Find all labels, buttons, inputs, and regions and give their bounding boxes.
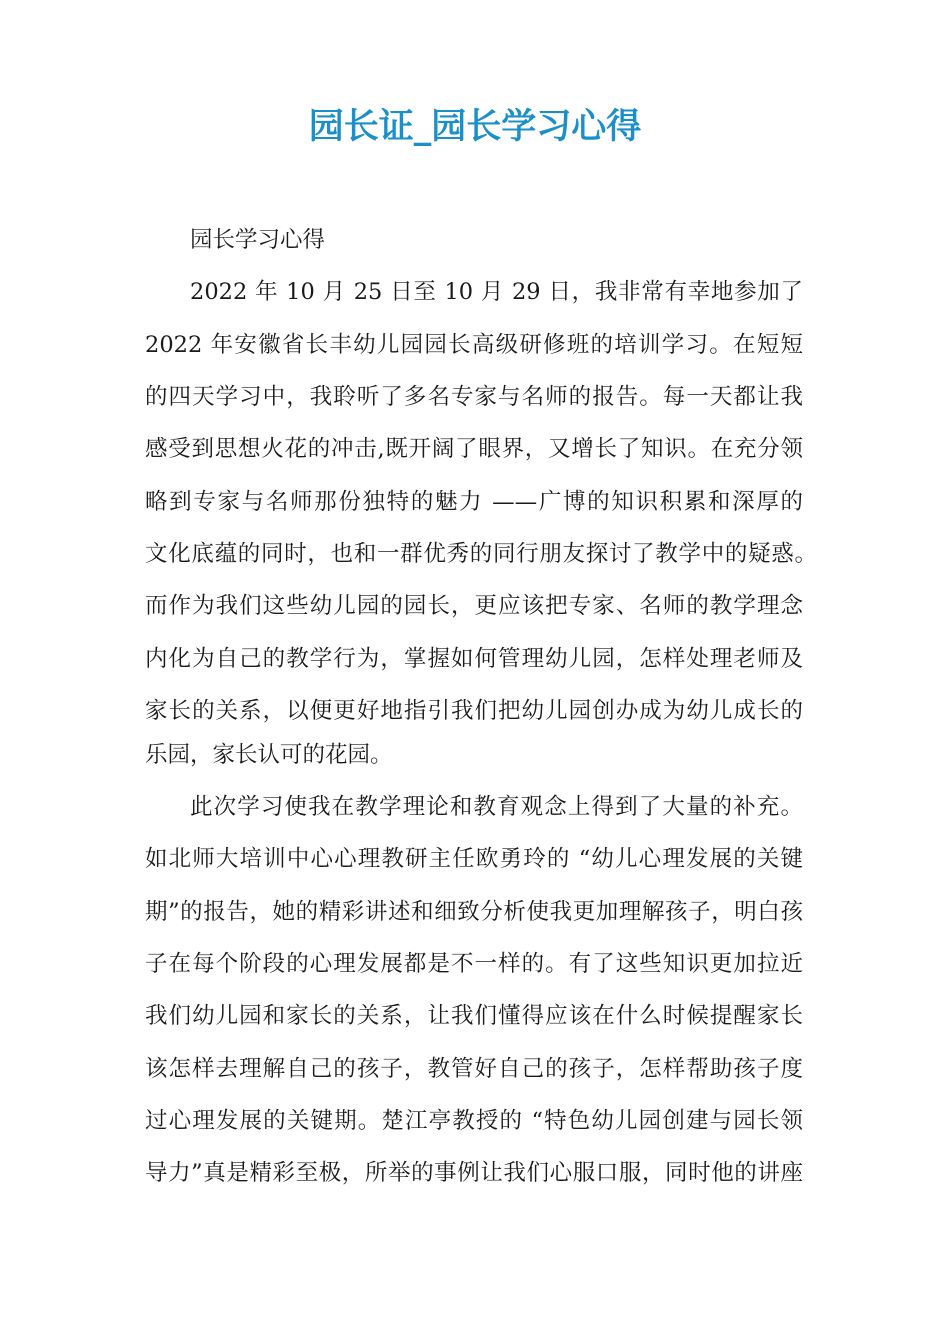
paragraph-line: 我们幼儿园和家长的关系，让我们懂得应该在什么时候提醒家长 <box>145 1003 803 1029</box>
paragraph-line: 乐园，家长认可的花园。 <box>145 742 393 768</box>
paragraph-line: 该怎样去理解自己的孩子，教管好自己的孩子，怎样帮助孩子度 <box>145 1056 803 1082</box>
paragraph-line: 内化为自己的教学行为，掌握如何管理幼儿园，怎样处理老师及 <box>145 646 803 672</box>
paragraph-line: 子在每个阶段的心理发展都是不一样的。有了这些知识更加拉近 <box>145 951 803 977</box>
paragraph-line: 过心理发展的关键期。楚江亭教授的 “特色幼儿园创建与园长领 <box>145 1108 803 1134</box>
paragraph-line: 感受到思想火花的冲击,既开阔了眼界，又增长了知识。在充分领 <box>145 436 803 462</box>
paragraph-line: 文化底蕴的同时，也和一群优秀的同行朋友探讨了教学中的疑惑。 <box>145 541 817 567</box>
paragraph-line: 而作为我们这些幼儿园的园长，更应该把专家、名师的教学理念 <box>145 593 803 619</box>
paragraph-line: 略到专家与名师那份独特的魅力 ——广博的知识积累和深厚的 <box>145 489 803 515</box>
paragraph-line: 2022 年 10 月 25 日至 10 月 29 日，我非常有幸地参加了 <box>190 279 803 305</box>
paragraph-line: 导力”真是精彩至极，所举的事例让我们心服口服，同时他的讲座 <box>145 1160 803 1186</box>
paragraph-line: 如北师大培训中心心理教研主任欧勇玲的 “幼儿心理发展的关键 <box>145 846 803 872</box>
section-heading: 园长学习心得 <box>190 227 326 253</box>
document-title: 园长证_园长学习心得 <box>308 107 642 147</box>
paragraph-line: 的四天学习中，我聆听了多名专家与名师的报告。每一天都让我 <box>145 384 803 410</box>
paragraph-line: 此次学习使我在教学理论和教育观念上得到了大量的补充。 <box>190 794 803 820</box>
paragraph-line: 2022 年安徽省长丰幼儿园园长高级研修班的培训学习。在短短 <box>145 332 803 358</box>
paragraph-line: 期”的报告，她的精彩讲述和细致分析使我更加理解孩子，明白孩 <box>145 899 803 925</box>
paragraph-line: 家长的关系，以便更好地指引我们把幼儿园创办成为幼儿成长的 <box>145 698 803 724</box>
